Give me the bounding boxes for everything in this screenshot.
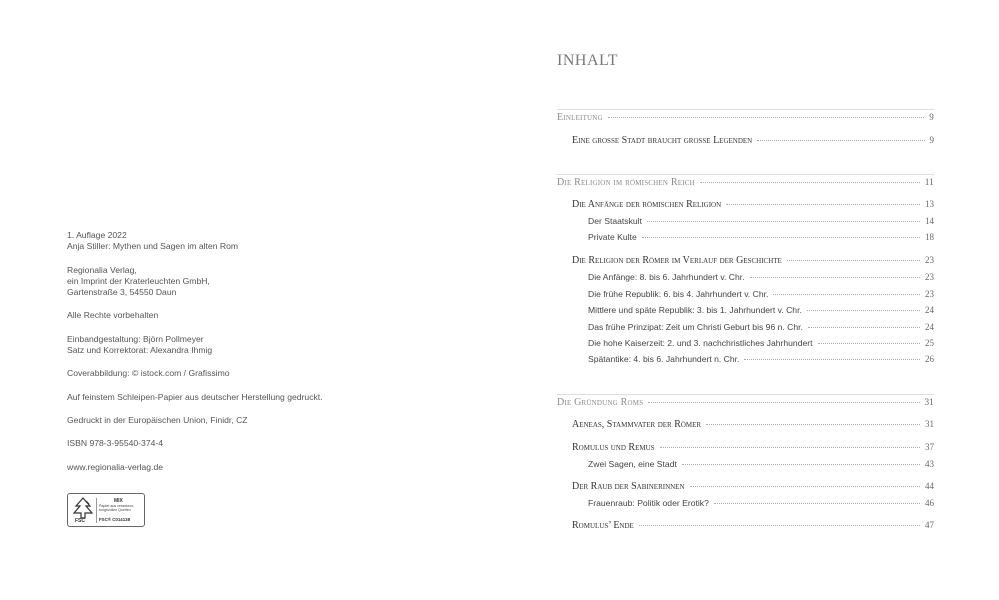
toc-page-number: 24 xyxy=(925,305,934,315)
fsc-code: FSC® C014138 xyxy=(99,517,131,522)
dot-leader xyxy=(642,237,920,238)
toc-page-number: 26 xyxy=(925,354,934,364)
toc-entry-title: Romulus’ Ende xyxy=(572,520,634,531)
toc-section[interactable] xyxy=(572,442,934,453)
dot-leader xyxy=(700,182,920,183)
toc-page-number: 23 xyxy=(925,255,934,265)
toc-subsection[interactable] xyxy=(588,354,934,364)
imprint-line: www.regionalia-verlag.de xyxy=(67,461,164,472)
toc-entry-title: Frauenraub: Politik oder Erotik? xyxy=(588,498,709,508)
toc-entry-title: Mittlere und späte Republik: 3. bis 1. Jahrhundert v. Chr. xyxy=(588,305,802,315)
dot-leader xyxy=(773,294,920,295)
toc-page-number: 14 xyxy=(925,216,934,226)
dot-leader xyxy=(690,486,920,487)
toc-entry-title: Aeneas, Stammvater der Römer xyxy=(572,419,702,430)
section-divider xyxy=(557,394,934,395)
toc-subsection[interactable] xyxy=(588,498,934,508)
toc-entry-title: Der Raub der Sabinerinnen xyxy=(572,481,685,492)
imprint-block xyxy=(67,438,427,449)
toc-page-number: 44 xyxy=(925,481,934,491)
fsc-paper-text: Papier aus verantwor-tungsvollen Quellen xyxy=(99,504,135,513)
toc-page-number: 25 xyxy=(925,338,934,348)
toc-entry-title: Private Kulte xyxy=(588,232,637,242)
toc-page-number: 46 xyxy=(925,498,934,508)
toc-entry-title: Die Gründung Roms xyxy=(557,397,644,408)
toc-section[interactable] xyxy=(572,520,934,531)
toc-entry-title: Zwei Sagen, eine Stadt xyxy=(588,459,677,469)
toc-subsection[interactable] xyxy=(588,232,934,242)
dot-leader xyxy=(639,525,920,526)
imprint-line: Regionalia Verlag, xyxy=(67,264,137,275)
imprint-line: Gedruckt in der Europäischen Union, Finidr, CZ xyxy=(67,414,248,425)
fsc-logo xyxy=(67,493,145,527)
toc-entry-title: Das frühe Prinzipat: Zeit um Christi Geburt bis 96 n. Chr. xyxy=(588,322,803,332)
toc-page-number: 37 xyxy=(925,442,934,452)
toc-page-number: 43 xyxy=(925,459,934,469)
section-divider xyxy=(557,174,934,175)
imprint-block xyxy=(67,265,427,299)
imprint-line: Alle Rechte vorbehalten xyxy=(67,310,159,321)
imprint-line: Satz und Korrektorat: Alexandra Ihmig xyxy=(67,345,213,356)
toc-page-number: 18 xyxy=(925,232,934,242)
dot-leader xyxy=(714,503,920,504)
toc-entry-title: Die Religion im römischen Reich xyxy=(557,177,695,188)
toc-chapter[interactable] xyxy=(557,397,934,408)
toc-title: INHALT xyxy=(557,52,619,69)
toc-page-number: 9 xyxy=(929,112,934,122)
toc-page-number: 23 xyxy=(925,289,934,299)
imprint-line: Anja Stiller: Mythen und Sagen im alten Rom xyxy=(67,241,239,252)
toc-subsection[interactable] xyxy=(588,305,934,315)
imprint-line: Coverabbildung: © istock.com / Grafissimo xyxy=(67,368,230,379)
toc-page-number: 23 xyxy=(925,272,934,282)
dot-leader xyxy=(648,402,919,403)
imprint-line: Einbandgestaltung: Björn Pollmeyer xyxy=(67,333,204,344)
imprint-block xyxy=(67,334,427,357)
toc-page-number: 47 xyxy=(925,520,934,530)
toc-entry-title: Der Staatskult xyxy=(588,216,642,226)
dot-leader xyxy=(706,424,920,425)
toc-section[interactable] xyxy=(572,481,934,492)
imprint-line: ein Imprint der Kraterleuchten GmbH, xyxy=(67,275,210,286)
dot-leader xyxy=(608,117,924,118)
dot-leader xyxy=(750,277,920,278)
toc-entry-title: Die Religion der Römer im Verlauf der Geschichte xyxy=(572,255,782,266)
fsc-divider xyxy=(96,498,97,523)
imprint-line: ISBN 978-3-95540-374-4 xyxy=(67,438,164,449)
toc-subsection[interactable] xyxy=(588,338,934,348)
dot-leader xyxy=(647,221,920,222)
toc-subsection[interactable] xyxy=(588,216,934,226)
toc-entry-title: Einleitung xyxy=(557,112,603,123)
imprint-line: 1. Auflage 2022 xyxy=(67,230,127,240)
toc-subsection[interactable] xyxy=(588,322,934,332)
dot-leader xyxy=(726,204,920,205)
toc-entry-title: Spätantike: 4. bis 6. Jahrhundert n. Chr. xyxy=(588,354,740,364)
imprint-block xyxy=(67,368,427,379)
dot-leader xyxy=(660,447,920,448)
toc-page-number: 24 xyxy=(925,322,934,332)
fsc-mix-label: MIX xyxy=(114,498,123,504)
toc-subsection[interactable] xyxy=(588,459,934,469)
imprint-block xyxy=(67,392,427,403)
dot-leader xyxy=(787,260,920,261)
toc-page-number: 13 xyxy=(925,199,934,209)
toc-entry-title: Romulus und Remus xyxy=(572,442,655,453)
dot-leader xyxy=(682,464,920,465)
toc-subsection[interactable] xyxy=(588,289,934,299)
imprint-block xyxy=(67,462,427,473)
dot-leader xyxy=(818,343,920,344)
toc-chapter[interactable] xyxy=(557,112,934,123)
imprint-page xyxy=(67,230,427,485)
toc-section[interactable] xyxy=(572,255,934,266)
toc-entry-title: Die Anfänge: 8. bis 6. Jahrhundert v. Chr. xyxy=(588,272,745,282)
toc-section[interactable] xyxy=(572,135,934,146)
toc-page-number: 31 xyxy=(924,397,934,407)
toc-entry-title: Die Anfänge der römischen Religion xyxy=(572,199,722,210)
imprint-line: Auf feinstem Schleipen-Papier aus deutscher Herstellung gedruckt. xyxy=(67,391,323,402)
imprint-block xyxy=(67,310,427,321)
section-divider xyxy=(557,109,934,110)
toc-entry-title: Die hohe Kaiserzeit: 2. und 3. nachchristliches Jahrhundert xyxy=(588,338,813,348)
toc-section[interactable] xyxy=(572,199,934,210)
dot-leader xyxy=(808,327,920,328)
dot-leader xyxy=(757,140,924,141)
toc-chapter[interactable] xyxy=(557,177,934,188)
dot-leader xyxy=(807,310,920,311)
toc-page-number: 31 xyxy=(925,419,934,429)
imprint-block xyxy=(67,230,427,253)
dot-leader xyxy=(744,359,920,360)
imprint-line: Gartenstraße 3, 54550 Daun xyxy=(67,287,177,298)
toc-entry-title: Eine große Stadt braucht große Legenden xyxy=(572,135,753,146)
toc-page-number: 9 xyxy=(929,135,934,145)
fsc-brand: FSC xyxy=(75,518,85,524)
toc-section[interactable] xyxy=(572,419,934,430)
toc-subsection[interactable] xyxy=(588,272,934,282)
toc-entry-title: Die frühe Republik: 6. bis 4. Jahrhundert v. Chr. xyxy=(588,289,769,299)
imprint-block xyxy=(67,415,427,426)
toc-page-number: 11 xyxy=(924,177,934,187)
